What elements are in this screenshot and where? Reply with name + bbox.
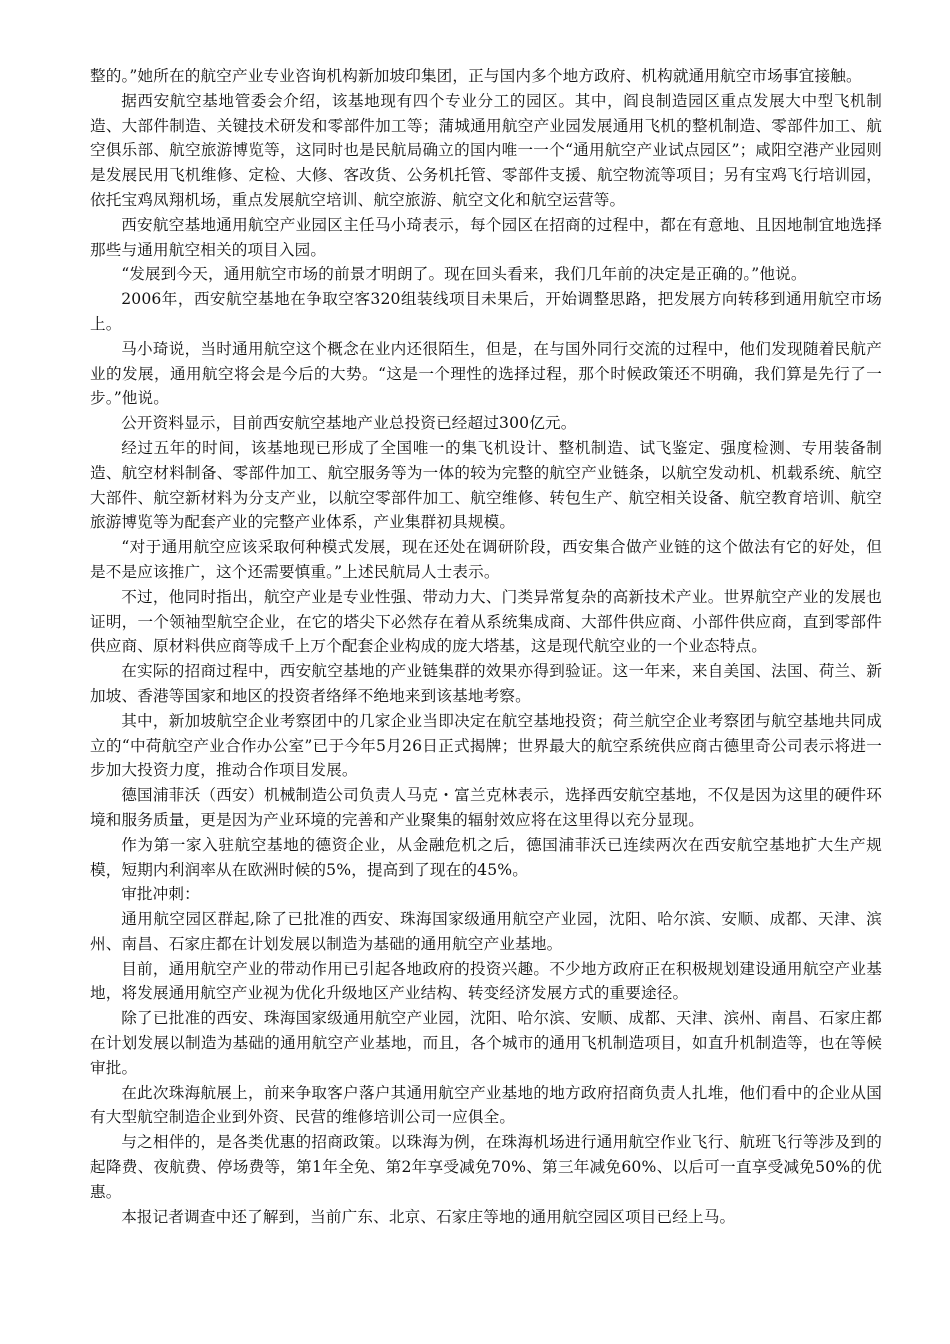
paragraph-industrial-parks: 据西安航空基地管委会介绍，该基地现有四个专业分工的园区。其中，阎良制造园区重点发展大中型飞机制造、大部件制造、关键技术研发和零部件加工等；蒲城通用航空产业园发展通用飞机的整机制造、零部件加工、航空俱乐部、航空旅游博览等，这同时也是民航局确立的国内唯一一个“通用航空产业试点园区”；咸阳空港产业园则是发展民用飞机维修、定检、大修、客改货、公务机托管、零部件支援、航空物流等项目；另有宝鸡飞行培训园，依托宝鸡凤翔机场，重点发展航空培训、航空旅游、航空文化和航空运营等。 [90,91,882,209]
paragraph-zhuhai-airshow: 在此次珠海航展上，前来争取客户落户其通用航空产业基地的地方政府招商负责人扎堆，他们看中的企业从国有大型航空制造企业到外资、民营的维修培训公司一应俱全。 [90,1083,882,1127]
paragraph-profit-margin: 作为第一家入驻航空基地的德资企业，从金融危机之后，德国浦菲沃已连续两次在西安航空基地扩大生产规模，短期内利润率从在欧洲时候的5%，提高到了现在的45%。 [90,835,882,879]
paragraph-quote-prospects: “发展到今天，通用航空市场的前景才明朗了。现在回头看来，我们几年前的决定是正确的。”他说。 [121,265,807,284]
paragraph-investor-visits: 在实际的招商过程中，西安航空基地的产业链集群的效果亦得到验证。这一年来，来自美国、法国、荷兰、新加坡、香港等国家和地区的投资者络绎不绝地来到该基地考察。 [90,662,882,705]
paragraph-continuation: 整的。”她所在的航空产业专业咨询机构新加坡印集团，正与国内多个地方政府、机构就通用航空市场事宜接触。 [90,67,862,85]
paragraph-investment-decisions: 其中，新加坡航空企业考察团中的几家企业当即决定在航空基地投资；荷兰航空企业考察团与航空基地共同成立的“中荷航空产业合作办公室”已于今年5月26日正式揭牌；世界最大的航空系统供应商古德里奇公司表示将进一步加大投资力度，推动合作项目发展。 [90,711,882,780]
paragraph-german-company: 德国浦菲沃（西安）机械制造公司负责人马克・富兰克林表示，选择西安航空基地，不仅是因为这里的硬件环境和服务质量，更是因为产业环境的完善和产业聚集的辐射效应将在这里得以充分显现。 [90,786,882,829]
paragraph-rational-choice: 马小琦说，当时通用航空这个概念在业内还很陌生，但是，在与国外同行交流的过程中，他们发现随着民航产业的发展，通用航空将会是今后的大势。“这是一个理性的选择过程，那个时候政策还不明确，我们算是先行了一步。”他说。 [90,339,882,408]
paragraph-2006-shift: 2006年，西安航空基地在争取空客320组装线项目未果后，开始调整思路，把发展方向转移到通用航空市场上。 [90,290,882,333]
paragraph-local-government-interest: 目前，通用航空产业的带动作用已引起各地政府的投资兴趣。不少地方政府正在积极规划建设通用航空产业基地，将发展通用航空产业视为优化升级地区产业结构、转变经济发展方式的重要途径。 [90,959,882,1003]
paragraph-industry-chain: 经过五年的时间，该基地现已形成了全国唯一的集飞机设计、整机制造、试飞鉴定、强度检测、专用装备制造、航空材料制备、零部件加工、航空服务等为一体的较为完整的航空产业链条，以航空发动机、机载系统、航空大部件、航空新材料为分支产业，以航空零部件加工、航空维修、转包生产、航空相关设备、航空教育培训、航空旅游博览等为配套产业的完整产业体系，产业集群初具规模。 [90,438,882,532]
paragraph-preferential-policies: 与之相伴的，是各类优惠的招商政策。以珠海为例，在珠海机场进行通用航空作业飞行、航班飞行等涉及到的起降费、夜航费、停场费等，第1年全免、第2年享受减免70%、第三年减免60%、以后可一直享受减免50%的优惠。 [90,1133,882,1201]
paragraph-parks-rise: 通用航空园区群起,除了已批准的西安、珠海国家级通用航空产业园，沈阳、哈尔滨、安顺、成都、天津、滨州、南昌、石家庄都在计划发展以制造为基础的通用航空产业基地。 [90,910,882,953]
paragraph-caa-quote: “对于通用航空应该采取何种模式发展，现在还处在调研阶段，西安集合做产业链的这个做法有它的好处，但是不是应该推广，这个还需要慎重。”上述民航局人士表示。 [90,538,882,581]
paragraph-projects-launched: 本报记者调查中还了解到，当前广东、北京、石家庄等地的通用航空园区项目已经上马。 [121,1207,736,1226]
paragraph-industry-structure: 不过，他同时指出，航空产业是专业性强、带动力大、门类异常复杂的高新技术产业。世界航空产业的发展也证明，一个领袖型航空企业，在它的塔尖下必然存在着从系统集成商、大部件供应商、小部件供应商，直到零部件供应商、原材料供应商等成千上万个配套企业构成的庞大塔基，这是现代航空业的一个业态特点。 [90,587,882,656]
section-heading-approval: 审批冲刺： [121,885,200,904]
paragraph-awaiting-approval: 除了已批准的西安、珠海国家级通用航空产业园，沈阳、哈尔滨、安顺、成都、天津、滨州、南昌、石家庄都在计划发展以制造为基础的通用航空产业基地，而且，各个城市的通用飞机制造项目，如直升机制造等，也在等候审批。 [90,1009,882,1077]
paragraph-total-investment: 公开资料显示，目前西安航空基地产业总投资已经超过300亿元。 [121,414,577,433]
paragraph-park-director: 西安航空基地通用航空产业园区主任马小琦表示，每个园区在招商的过程中，都在有意地、且因地制宜地选择那些与通用航空相关的项目入园。 [90,215,882,259]
